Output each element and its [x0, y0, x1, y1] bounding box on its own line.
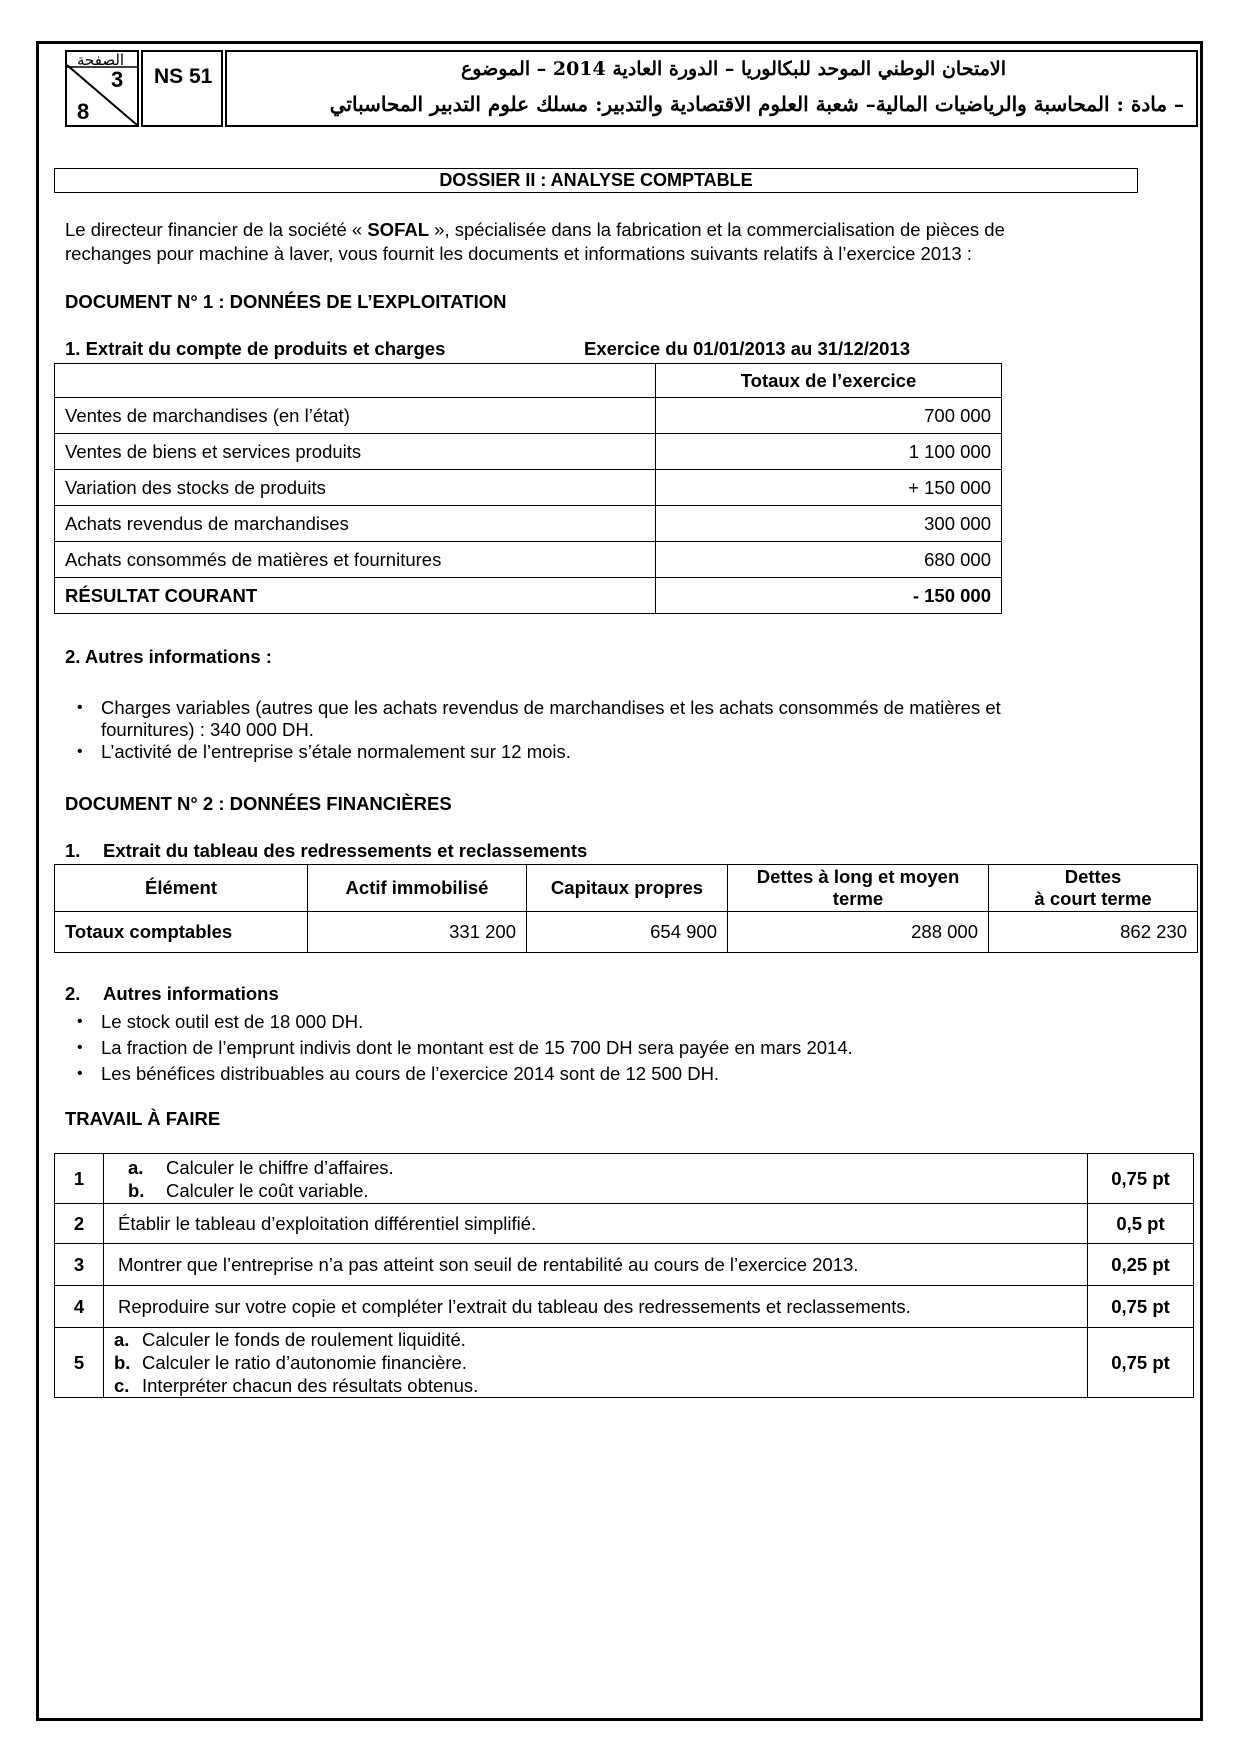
question-row [55, 1286, 1194, 1328]
income-statement-table [54, 363, 1002, 614]
doc2-section1-num: 1. [65, 840, 81, 861]
exam-title-line1: الامتحان الوطني الموحد للبكالوريا – الدورة العادية 2014 – الموضوع [460, 58, 1006, 80]
col-dct [989, 865, 1198, 912]
row-label: Ventes de marchandises (en l’état) [55, 398, 656, 434]
item-label: a. [114, 1329, 130, 1350]
empty-header-cell [55, 364, 656, 398]
table-row [55, 434, 1002, 470]
doc2-bullets [65, 1009, 853, 1087]
item-text: Calculer le ratio d’autonomie financière. [142, 1352, 467, 1373]
col-dct-line1: Dettes [1064, 866, 1122, 887]
doc2-section2-title: Autres informations [103, 983, 279, 1004]
question-row [55, 1204, 1194, 1244]
item-label: b. [114, 1352, 131, 1373]
question-row [55, 1244, 1194, 1286]
question-number: 1 [55, 1154, 104, 1204]
table-row [55, 506, 1002, 542]
exam-title-box [225, 50, 1198, 127]
question-points: 0,75 pt [1088, 1286, 1194, 1328]
question-text: Établir le tableau d’exploitation différentiel simplifié. [104, 1204, 1088, 1244]
cell-dct: 862 230 [989, 912, 1198, 953]
item-text: Calculer le fonds de roulement liquidité. [142, 1329, 466, 1350]
page-total: 8 [77, 99, 90, 124]
question-points: 0,25 pt [1088, 1244, 1194, 1286]
intro-line2: rechanges pour machine à laver, vous fournit les documents et informations suivants relatifs à l’exercice 2013 : [65, 243, 972, 264]
col-dct-line2: à court terme [1034, 888, 1152, 909]
col-element: Élément [55, 865, 308, 912]
question-points: 0,75 pt [1088, 1328, 1194, 1398]
page-number-box [65, 50, 139, 127]
question-points: 0,75 pt [1088, 1154, 1194, 1204]
doc2-section1-title: Extrait du tableau des redressements et reclassements [103, 840, 588, 861]
question-number: 5 [55, 1328, 104, 1398]
table-row [55, 912, 1198, 953]
exam-code: NS 51 [141, 50, 223, 127]
question-row [55, 1154, 1194, 1204]
page-number: 3 [111, 67, 124, 92]
question-text: Reproduire sur votre copie et compléter l’extrait du tableau des redressements et reclassements. [104, 1286, 1088, 1328]
row-label: Achats consommés de matières et fournitures [55, 542, 656, 578]
table-row [55, 542, 1002, 578]
row-value: + 150 000 [656, 470, 1002, 506]
question-row [55, 1328, 1194, 1398]
col-capitaux: Capitaux propres [527, 865, 728, 912]
list-item: • La fraction de l’emprunt indivis dont le montant est de 15 700 DH sera payée en mars 2014. [65, 1035, 853, 1061]
row-value: 680 000 [656, 542, 1002, 578]
col-actif: Actif immobilisé [308, 865, 527, 912]
question-number: 3 [55, 1244, 104, 1286]
page-label: الصفحة [77, 51, 125, 69]
exam-title-line2: – مادة : المحاسبة والرياضيات المالية– شعبة العلوم الاقتصادية والتدبير: مسلك علوم التدبير المحاسباتي [329, 92, 1184, 116]
list-item: • L’activité de l’entreprise s’étale normalement sur 12 mois. [65, 741, 1001, 763]
question-item [118, 1179, 1077, 1202]
row-label: Variation des stocks de produits [55, 470, 656, 506]
doc2-section2-num: 2. [65, 983, 81, 1004]
intro-text-b: », spécialisée dans la fabrication et la commercialisation de pièces de [429, 219, 1005, 240]
question-text [104, 1328, 1088, 1398]
dossier-title: DOSSIER II : ANALYSE COMPTABLE [54, 168, 1138, 193]
redressements-table [54, 864, 1198, 953]
question-number: 2 [55, 1204, 104, 1244]
item-text: Interpréter chacun des résultats obtenus. [142, 1375, 479, 1396]
question-points: 0,5 pt [1088, 1204, 1194, 1244]
question-text: Montrer que l’entreprise n’a pas atteint son seuil de rentabilité au cours de l’exercice 2013. [104, 1244, 1088, 1286]
question-item [114, 1328, 1077, 1351]
list-item: • Les bénéfices distribuables au cours de l’exercice 2014 sont de 12 500 DH. [65, 1061, 853, 1087]
item-label: a. [128, 1156, 144, 1178]
list-item: • Le stock outil est de 18 000 DH. [65, 1009, 853, 1035]
table-row [55, 398, 1002, 434]
list-item: • Charges variables (autres que les achats revendus de marchandises et les achats consommés de matières et [65, 697, 1001, 719]
col-dlmt [728, 865, 989, 912]
result-value: - 150 000 [656, 578, 1002, 614]
item-text: Calculer le coût variable. [166, 1179, 369, 1201]
row-label: Ventes de biens et services produits [55, 434, 656, 470]
company-name: SOFAL [367, 219, 430, 240]
question-number: 4 [55, 1286, 104, 1328]
doc1-section2-title: 2. Autres informations : [65, 646, 272, 667]
question-text [104, 1154, 1088, 1204]
row-label: Totaux comptables [55, 912, 308, 953]
doc1-title: DOCUMENT N° 1 : DONNÉES DE L’EXPLOITATION [65, 291, 507, 312]
row-value: 700 000 [656, 398, 1002, 434]
result-label: RÉSULTAT COURANT [55, 578, 656, 614]
travail-title: TRAVAIL À FAIRE [65, 1108, 221, 1129]
col-dlmt-line2: terme [832, 888, 884, 909]
cell-actif: 331 200 [308, 912, 527, 953]
row-value: 300 000 [656, 506, 1002, 542]
question-item [114, 1351, 1077, 1374]
item-text: Calculer le chiffre d’affaires. [166, 1156, 394, 1178]
question-item [118, 1156, 1077, 1179]
doc1-period: Exercice du 01/01/2013 au 31/12/2013 [584, 338, 911, 359]
doc2-title: DOCUMENT N° 2 : DONNÉES FINANCIÈRES [65, 793, 452, 814]
doc1-section1-title: 1. Extrait du compte de produits et charges [65, 338, 446, 359]
table-row [55, 470, 1002, 506]
col-dlmt-line1: Dettes à long et moyen [756, 866, 960, 887]
table-header-row [55, 364, 1002, 398]
item-label: b. [128, 1179, 145, 1201]
row-label: Achats revendus de marchandises [55, 506, 656, 542]
result-row [55, 578, 1002, 614]
doc1-bullets [65, 697, 1001, 763]
cell-capitaux: 654 900 [527, 912, 728, 953]
questions-table [54, 1153, 1194, 1398]
row-value: 1 100 000 [656, 434, 1002, 470]
item-label: c. [114, 1375, 130, 1396]
totals-header: Totaux de l’exercice [656, 364, 1002, 398]
cell-dlmt: 288 000 [728, 912, 989, 953]
table-header-row [55, 865, 1198, 912]
intro-line1 [65, 218, 1005, 242]
intro-text-a: Le directeur financier de la société « [65, 219, 368, 240]
list-item-continuation: fournitures) : 340 000 DH. [101, 719, 314, 740]
question-item [114, 1374, 1077, 1397]
